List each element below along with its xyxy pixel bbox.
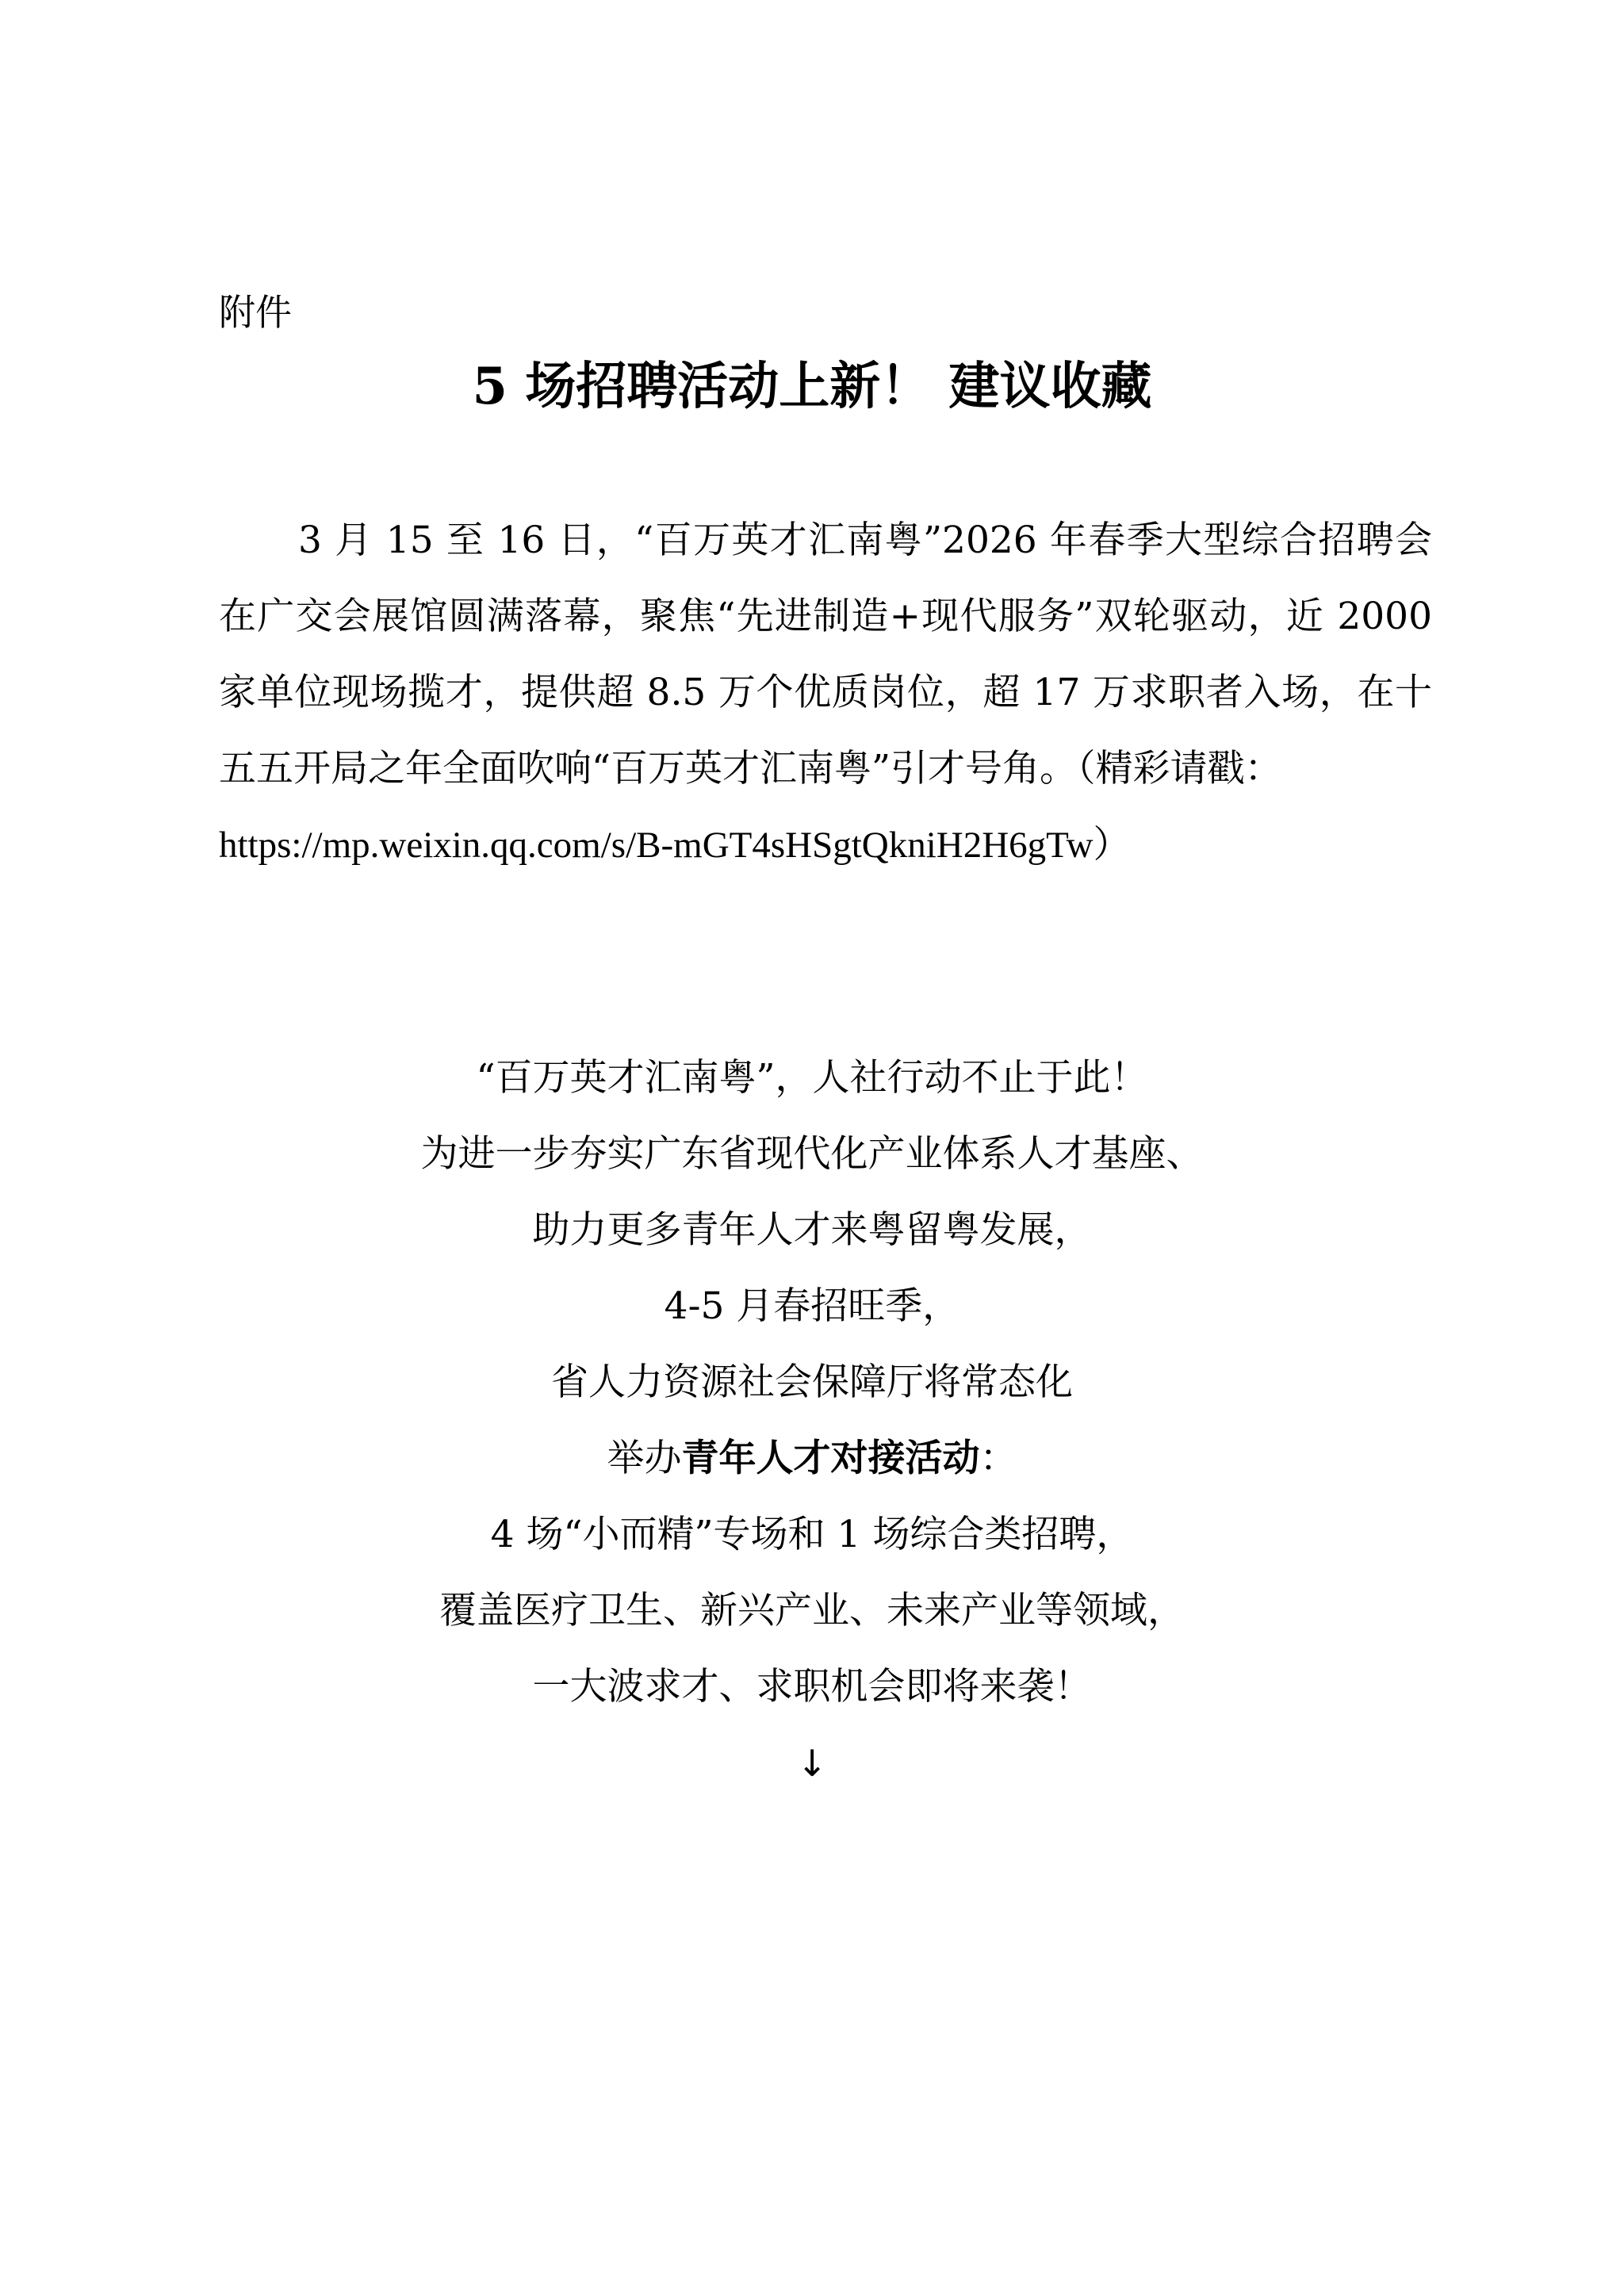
article-link[interactable]: https://mp.weixin.qq.com/s/B-mGT4sHSgtQkniH2H6gTw）	[219, 825, 1131, 866]
line-6-suffix: ：	[979, 1437, 1017, 1480]
line-6-emphasis: 青年人才对接活动	[681, 1437, 980, 1480]
down-arrow-icon: ↓	[796, 1742, 828, 1785]
announcement-line-9: 一大波求才、求职机会即将来袭！	[532, 1665, 1092, 1709]
announcement-line-8: 覆盖医疗卫生、新兴产业、未来产业等领域，	[439, 1589, 1185, 1632]
announcement-line-3: 助力更多青年人才来粤留粤发展，	[532, 1208, 1092, 1252]
announcement-line-2: 为进一步夯实广东省现代化产业体系人才基座、	[420, 1132, 1204, 1176]
announcement-line-6	[0, 1421, 1624, 1497]
intro-text: 3 月 15 至 16 日，“百万英才汇南粤”2026 年春季大型综合招聘会在广交会展馆圆满落幕，聚焦“先进制造+现代服务”双轮驱动，近 2000 家单位现场揽才，提供超 8.5 万个优质岗位，超 17 万求职者入场，在十五五开局之年全面吹响“百万英才汇南粤”引才号角。（精彩请戳：	[219, 519, 1432, 790]
announcement-line-7: 4 场“小而精”专场和 1 场综合类招聘，	[490, 1513, 1134, 1556]
announcement-line-1: “百万英才汇南粤”，人社行动不止于此！	[476, 1056, 1148, 1100]
announcement-line-5: 省人力资源社会保障厅将常态化	[551, 1360, 1073, 1404]
intro-paragraph	[219, 503, 1432, 883]
announcement-line-4: 4-5 月春招旺季，	[664, 1284, 960, 1328]
document-title: 5 场招聘活动上新！ 建议收藏	[472, 357, 1152, 416]
attachment-label: 附件	[219, 291, 292, 334]
line-6-prefix: 举办	[607, 1437, 682, 1480]
announcement-block	[0, 1040, 1624, 1801]
